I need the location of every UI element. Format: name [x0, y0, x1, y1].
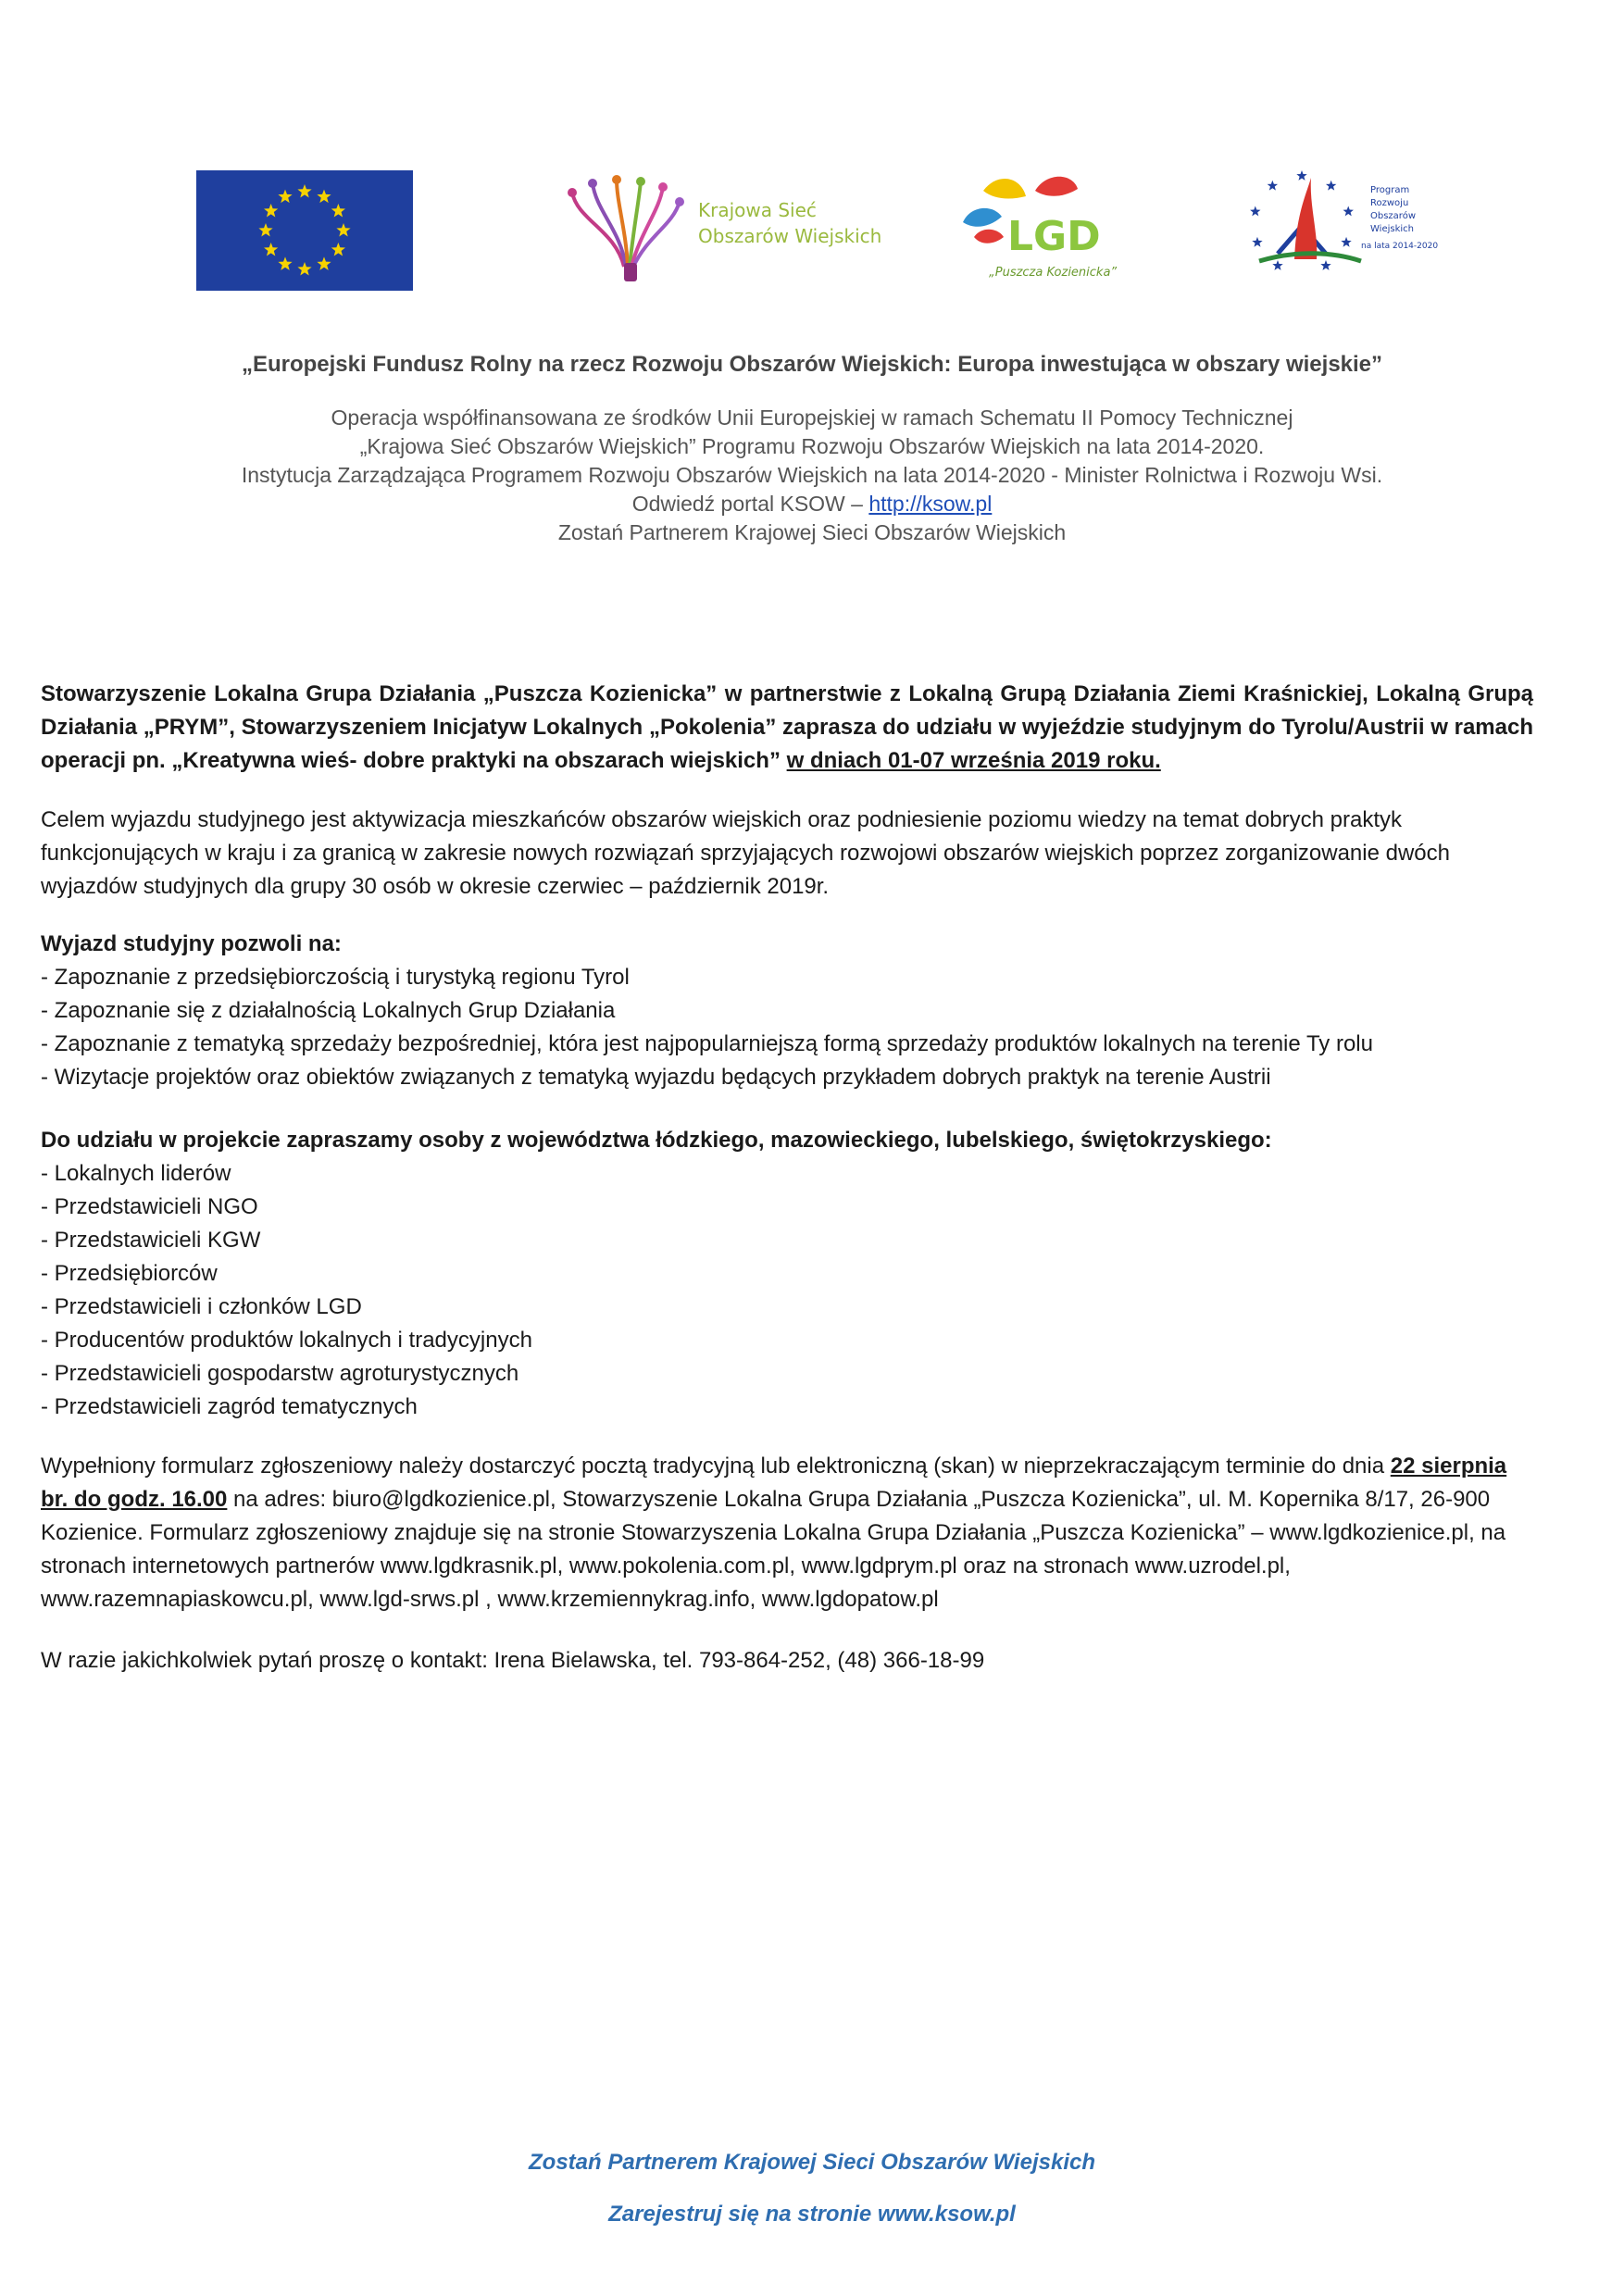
ksow-flower-icon	[559, 174, 882, 285]
intro-text: Stowarzyszenie Lokalna Grupa Działania „Puszcza Kozienicka” w partnerstwie z Lokalną Grupą Działania Ziemi Kraśnickiej, Lokalną Grupą Działania „PRYM”, Stowarzyszeniem Inicjatyw Lokalnych „Pokolenia” zaprasza do udziału w wyjeździe studyjnym do Tyrolu/Austrii w ramach operacji pn. „Kreatywna wieś- dobre praktyki na obszarach wiejskich”	[41, 681, 1533, 773]
list-item: - Przedstawicieli zagród tematycznych	[41, 1394, 418, 1419]
operation-info	[93, 404, 1531, 547]
star-icon	[1268, 181, 1278, 191]
star-icon	[1250, 206, 1260, 217]
invite-section	[41, 1124, 1533, 1424]
operation-line-3: Instytucja Zarządzająca Programem Rozwoju Obszarów Wiejskich na lata 2014-2020 - Minister Rolnictwa i Rozwoju Wsi.	[241, 463, 1383, 487]
prow-line5: na lata 2014-2020	[1361, 242, 1439, 251]
operation-line-2: „Krajowa Sieć Obszarów Wiejskich” Programu Rozwoju Obszarów Wiejskich na lata 2014-2020.	[359, 434, 1265, 458]
prow-logo	[1241, 168, 1439, 287]
list-item: - Zapoznanie z przedsiębiorczością i turystyką regionu Tyrol	[41, 965, 630, 990]
star-icon	[1326, 181, 1336, 191]
lgd-leaves-icon	[946, 172, 1122, 283]
list-item: - Producentów produktów lokalnych i tradycyjnych	[41, 1328, 532, 1353]
lgd-name: LGD	[1007, 213, 1101, 260]
operation-line-4	[93, 490, 1531, 518]
ksow-logo	[559, 174, 882, 285]
prow-emblem-icon	[1241, 168, 1439, 287]
ksow-portal-link[interactable]: http://ksow.pl	[868, 492, 993, 516]
star-icon	[1320, 260, 1330, 270]
lgd-sub: „Puszcza Kozienicka”	[989, 266, 1118, 280]
star-icon	[1252, 237, 1262, 247]
ksow-line1: Krajowa Sieć	[698, 199, 817, 221]
list-item: - Przedstawicieli KGW	[41, 1228, 261, 1253]
eu-flag-icon	[196, 170, 413, 291]
list-item: - Wizytacje projektów oraz obiektów związanych z tematyką wyjazdu będących przykładem dobrych praktyk na terenie Austrii	[41, 1065, 1271, 1090]
form-info-paragraph	[41, 1450, 1533, 1616]
list-item: - Przedsiębiorców	[41, 1261, 218, 1286]
operation-line-1: Operacja współfinansowana ze środków Unii Europejskiej w ramach Schematu II Pomocy Technicznej	[331, 406, 1293, 430]
allow-heading: Wyjazd studyjny pozwoli na:	[41, 931, 342, 956]
eu-flag-logo	[196, 170, 413, 291]
prow-line2: Rozwoju	[1370, 198, 1409, 208]
prow-line3: Obszarów	[1370, 211, 1416, 221]
form-info-part1: Wypełniony formularz zgłoszeniowy należy dostarczyć pocztą tradycyjną lub elektroniczną (skan) w nieprzekraczającym terminie do dnia	[41, 1454, 1391, 1479]
list-item: - Przedstawicieli i członków LGD	[41, 1294, 362, 1319]
ksow-portal-prefix: Odwiedź portal KSOW –	[631, 492, 869, 516]
intro-paragraph	[41, 678, 1533, 778]
list-item: - Przedstawicieli gospodarstw agroturystycznych	[41, 1361, 519, 1386]
star-icon	[1341, 237, 1351, 247]
star-icon	[1272, 260, 1282, 270]
footer-partner-line: Zostań Partnerem Krajowej Sieci Obszarów Wiejskich	[529, 2150, 1095, 2175]
star-icon	[1296, 170, 1306, 181]
allow-section	[41, 928, 1533, 1094]
list-item: - Lokalnych liderów	[41, 1161, 231, 1186]
motto: „Europejski Fundusz Rolny na rzecz Rozwoju Obszarów Wiejskich: Europa inwestująca w obszary wiejskie”	[241, 352, 1383, 377]
deadline: 22 sierpnia br. do godz. 16.00	[41, 1454, 1507, 1512]
prow-line1: Program	[1370, 185, 1410, 195]
lgd-logo	[946, 172, 1122, 283]
invite-heading: Do udziału w projekcie zapraszamy osoby z województwa łódzkiego, mazowieckiego, lubelskiego, świętokrzyskiego:	[41, 1128, 1272, 1153]
ksow-line2: Obszarów Wiejskich	[698, 225, 882, 247]
list-item: - Zapoznanie się z działalnością Lokalnych Grup Działania	[41, 998, 616, 1023]
operation-line-5: Zostań Partnerem Krajowej Sieci Obszarów Wiejskich	[557, 520, 1067, 544]
star-icon	[1343, 206, 1354, 217]
intro-dates: w dniach 01-07 września 2019 roku.	[786, 748, 1161, 773]
footer-register-line: Zarejestruj się na stronie www.ksow.pl	[608, 2202, 1016, 2227]
prow-line4: Wiejskich	[1370, 224, 1414, 234]
form-info-part2: na adres: biuro@lgdkozienice.pl, Stowarzyszenie Lokalna Grupa Działania „Puszcza Kozienicka”, ul. M. Kopernika 8/17, 26-900 Kozienice. Formularz zgłoszeniowy znajduje się na stronie Stowarzyszenia Lokalna Grupa Działania „Puszcza Kozienicka” – www.lgdkozienice.pl, na stronach internetowych partnerów www.lgdkrasnik.pl, www.pokolenia.com.pl, www.lgdprym.pl oraz na stronach www.uzrodel.pl, www.razemnapiaskowcu.pl, www.lgd-srws.pl , www.krzemiennykrag.info, www.lgdopatow.pl	[41, 1487, 1506, 1612]
goal-paragraph: Celem wyjazdu studyjnego jest aktywizacja mieszkańców obszarów wiejskich oraz podniesienie poziomu wiedzy na temat dobrych praktyk funkcjonujących w kraju i za granicą w zakresie nowych rozwiązań sprzyjających rozwojowi obszarów wiejskich poprzez zorganizowanie dwóch wyjazdów studyjnych dla grupy 30 osób w okresie czerwiec – październik 2019r.	[41, 807, 1450, 899]
contact-line: W razie jakichkolwiek pytań proszę o kontakt: Irena Bielawska, tel. 793-864-252, (48) 366-18-99	[41, 1648, 985, 1673]
list-item: - Przedstawicieli NGO	[41, 1194, 258, 1219]
list-item: - Zapoznanie z tematyką sprzedaży bezpośredniej, która jest najpopularniejszą formą sprzedaży produktów lokalnych na terenie Ty rolu	[41, 1031, 1373, 1056]
